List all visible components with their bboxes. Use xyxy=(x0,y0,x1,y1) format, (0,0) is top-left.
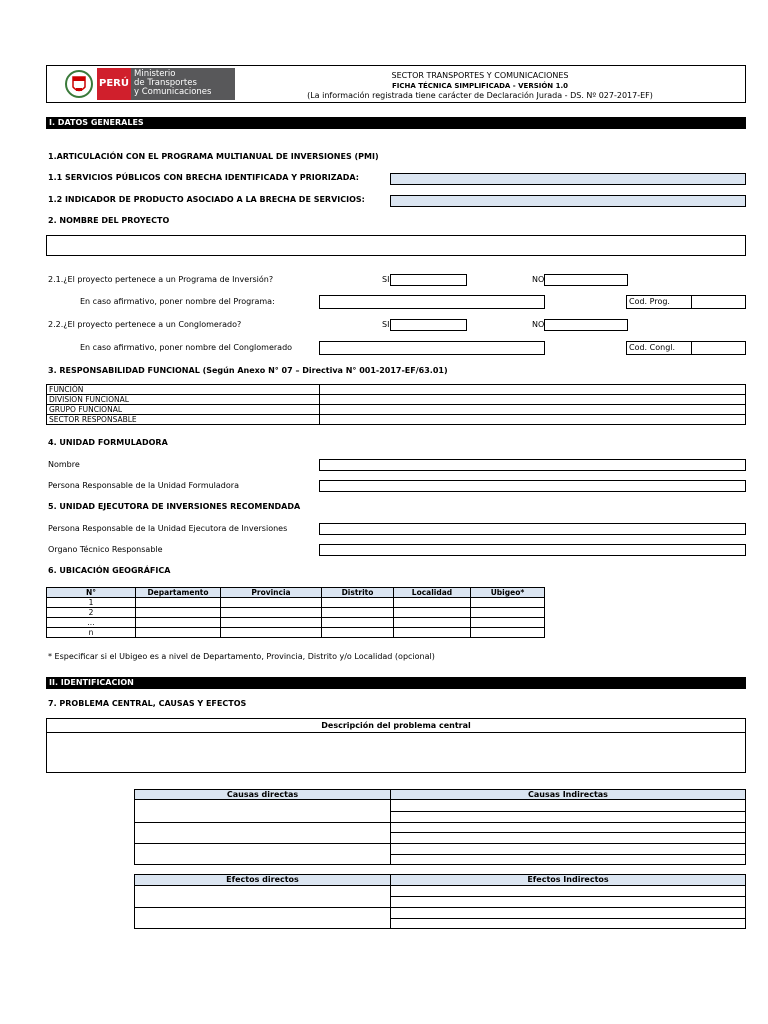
resp-funcional-table xyxy=(46,384,746,425)
table-row xyxy=(47,598,545,608)
ue-persona-label: Persona Responsable de la Unidad Ejecutora de Inversiones xyxy=(48,524,288,533)
row-number: n xyxy=(47,628,136,638)
efecto-indirecto-divider xyxy=(390,918,746,919)
problema-central-label: Descripción del problema central xyxy=(321,721,471,730)
header-ficha: FICHA TÉCNICA SIMPLIFICADA - VERSIÓN 1.0 xyxy=(391,82,569,90)
problema-central-field[interactable] xyxy=(47,733,745,772)
q22-no-field[interactable] xyxy=(544,319,628,331)
col-header: Ubigeo* xyxy=(471,588,545,598)
logo-ministry-block xyxy=(131,68,235,100)
cell-field[interactable] xyxy=(322,598,394,608)
cell-field[interactable] xyxy=(136,598,221,608)
cell-field[interactable] xyxy=(322,608,394,618)
row-number: 1 xyxy=(47,598,136,608)
cell-field[interactable] xyxy=(394,598,471,608)
causa-indirecta-divider xyxy=(390,843,746,844)
row-number: ... xyxy=(47,618,136,628)
ubicacion-heading: 6. UBICACIÓN GEOGRÁFICA xyxy=(48,566,171,575)
efecto-indirecto-divider xyxy=(390,907,746,908)
resp-label: FUNCIÓN xyxy=(47,385,320,395)
cell-field[interactable] xyxy=(394,628,471,638)
cell-field[interactable] xyxy=(471,618,545,628)
ministry-logo xyxy=(62,67,235,101)
table-row xyxy=(47,405,746,415)
nombre-proyecto-heading: 2. NOMBRE DEL PROYECTO xyxy=(48,216,170,225)
q22-si-label: SI xyxy=(382,320,390,329)
uf-persona-field[interactable] xyxy=(319,480,746,492)
cell-field[interactable] xyxy=(471,598,545,608)
cell-field[interactable] xyxy=(471,608,545,618)
ue-persona-field[interactable] xyxy=(319,523,746,535)
cell-field[interactable] xyxy=(221,598,322,608)
resp-value-field[interactable] xyxy=(320,405,746,415)
causa-indirecta-divider xyxy=(390,854,746,855)
resp-value-field[interactable] xyxy=(320,385,746,395)
uf-nombre-field[interactable] xyxy=(319,459,746,471)
row-number: 2 xyxy=(47,608,136,618)
section-datos-generales: I. DATOS GENERALES xyxy=(46,117,746,129)
q21-no-field[interactable] xyxy=(544,274,628,286)
cell-field[interactable] xyxy=(136,618,221,628)
col-header: N° xyxy=(47,588,136,598)
q21-afirm-label: En caso afirmativo, poner nombre del Programa: xyxy=(80,297,275,306)
causa-indirecta-divider xyxy=(390,822,746,823)
logo-ministry-line: y Comunicaciones xyxy=(134,87,212,97)
logo-ministry-line: Ministerio xyxy=(134,69,176,79)
cell-field[interactable] xyxy=(221,608,322,618)
resp-label: SECTOR RESPONSABLE xyxy=(47,415,320,425)
causa-directa-divider xyxy=(134,822,391,823)
table-row xyxy=(47,618,545,628)
unidad-formuladora-heading: 4. UNIDAD FORMULADORA xyxy=(48,438,168,447)
resp-value-field[interactable] xyxy=(320,415,746,425)
cell-field[interactable] xyxy=(221,618,322,628)
q22-afirm-label: En caso afirmativo, poner nombre del Conglomerado xyxy=(80,343,293,352)
cod-congl-label: Cod. Congl. xyxy=(629,343,676,352)
resp-funcional-heading: 3. RESPONSABILIDAD FUNCIONAL (Según Anexo N° 07 – Directiva N° 001-2017-EF/63.01) xyxy=(48,366,448,375)
table-row xyxy=(47,415,746,425)
problema-heading: 7. PROBLEMA CENTRAL, CAUSAS Y EFECTOS xyxy=(48,699,247,708)
q22-no-label: NO xyxy=(532,320,545,329)
q21-label: 2.1.¿El proyecto pertenece a un Programa de Inversión? xyxy=(48,275,274,284)
section-identificacion: II. IDENTIFICACION xyxy=(46,677,746,689)
efecto-directo-divider xyxy=(134,907,391,908)
programa-nombre-field[interactable] xyxy=(319,295,545,309)
col-header: Provincia xyxy=(221,588,322,598)
table-row xyxy=(47,395,746,405)
q22-si-field[interactable] xyxy=(390,319,467,331)
servicios-label: 1.1 SERVICIOS PÚBLICOS CON BRECHA IDENTIFICADA Y PRIORIZADA: xyxy=(48,173,359,182)
ubicacion-note: * Especificar si el Ubigeo es a nivel de Departamento, Provincia, Distrito y/o Localidad (opcional) xyxy=(48,652,435,661)
nombre-proyecto-field[interactable] xyxy=(46,235,746,256)
indicador-label: 1.2 INDICADOR DE PRODUCTO ASOCIADO A LA BRECHA DE SERVICIOS: xyxy=(48,195,365,204)
causa-indirecta-divider xyxy=(390,811,746,812)
indicador-field[interactable] xyxy=(390,195,746,207)
q21-si-label: SI xyxy=(382,275,390,284)
table-row xyxy=(47,628,545,638)
col-header: Distrito xyxy=(322,588,394,598)
ue-organo-label: Organo Técnico Responsable xyxy=(48,545,163,554)
cell-field[interactable] xyxy=(136,628,221,638)
col-header: Departamento xyxy=(136,588,221,598)
resp-label: DIVISION FUNCIONAL xyxy=(47,395,320,405)
cod-congl-field[interactable] xyxy=(691,341,746,355)
q21-si-field[interactable] xyxy=(390,274,467,286)
cell-field[interactable] xyxy=(394,608,471,618)
resp-value-field[interactable] xyxy=(320,395,746,405)
logo-country-block: PERÚ xyxy=(97,68,131,100)
coat-of-arms-icon xyxy=(64,68,94,100)
uf-persona-label: Persona Responsable de la Unidad Formuladora xyxy=(48,481,239,490)
efectos-directos-label: Efectos directos xyxy=(226,875,299,884)
cell-field[interactable] xyxy=(221,628,322,638)
efecto-indirecto-divider xyxy=(390,896,746,897)
table-row xyxy=(47,608,545,618)
cell-field[interactable] xyxy=(471,628,545,638)
ubicacion-table xyxy=(46,587,545,638)
articulacion-heading: 1.ARTICULACIÓN CON EL PROGRAMA MULTIANUAL DE INVERSIONES (PMI) xyxy=(48,152,379,161)
causas-indirectas-label: Causas Indirectas xyxy=(528,790,608,799)
servicios-field[interactable] xyxy=(390,173,746,185)
cell-field[interactable] xyxy=(322,628,394,638)
unidad-ejecutora-heading: 5. UNIDAD EJECUTORA DE INVERSIONES RECOMENDADA xyxy=(48,502,301,511)
causa-directa-divider xyxy=(134,843,391,844)
header-declaracion: (La información registrada tiene carácter de Declaración Jurada - DS. Nº 027-2017-EF) xyxy=(307,91,653,100)
cod-prog-label: Cod. Prog. xyxy=(629,297,670,306)
causas-directas-label: Causas directas xyxy=(226,790,299,799)
resp-label: GRUPO FUNCIONAL xyxy=(47,405,320,415)
header-sector: SECTOR TRANSPORTES Y COMUNICACIONES xyxy=(391,71,569,80)
ue-organo-field[interactable] xyxy=(319,544,746,556)
col-header: Localidad xyxy=(394,588,471,598)
table-header-row xyxy=(47,588,545,598)
logo-ministry-line: de Transportes xyxy=(134,78,197,88)
q22-label: 2.2.¿El proyecto pertenece a un Conglomerado? xyxy=(48,320,242,329)
cod-prog-field[interactable] xyxy=(691,295,746,309)
table-row xyxy=(47,385,746,395)
cell-field[interactable] xyxy=(394,618,471,628)
uf-nombre-label: Nombre xyxy=(48,460,80,469)
cell-field[interactable] xyxy=(136,608,221,618)
q21-no-label: NO xyxy=(532,275,545,284)
cell-field[interactable] xyxy=(322,618,394,628)
causa-indirecta-divider xyxy=(390,832,746,833)
conglomerado-nombre-field[interactable] xyxy=(319,341,545,355)
efectos-indirectos-label: Efectos Indirectos xyxy=(527,875,609,884)
